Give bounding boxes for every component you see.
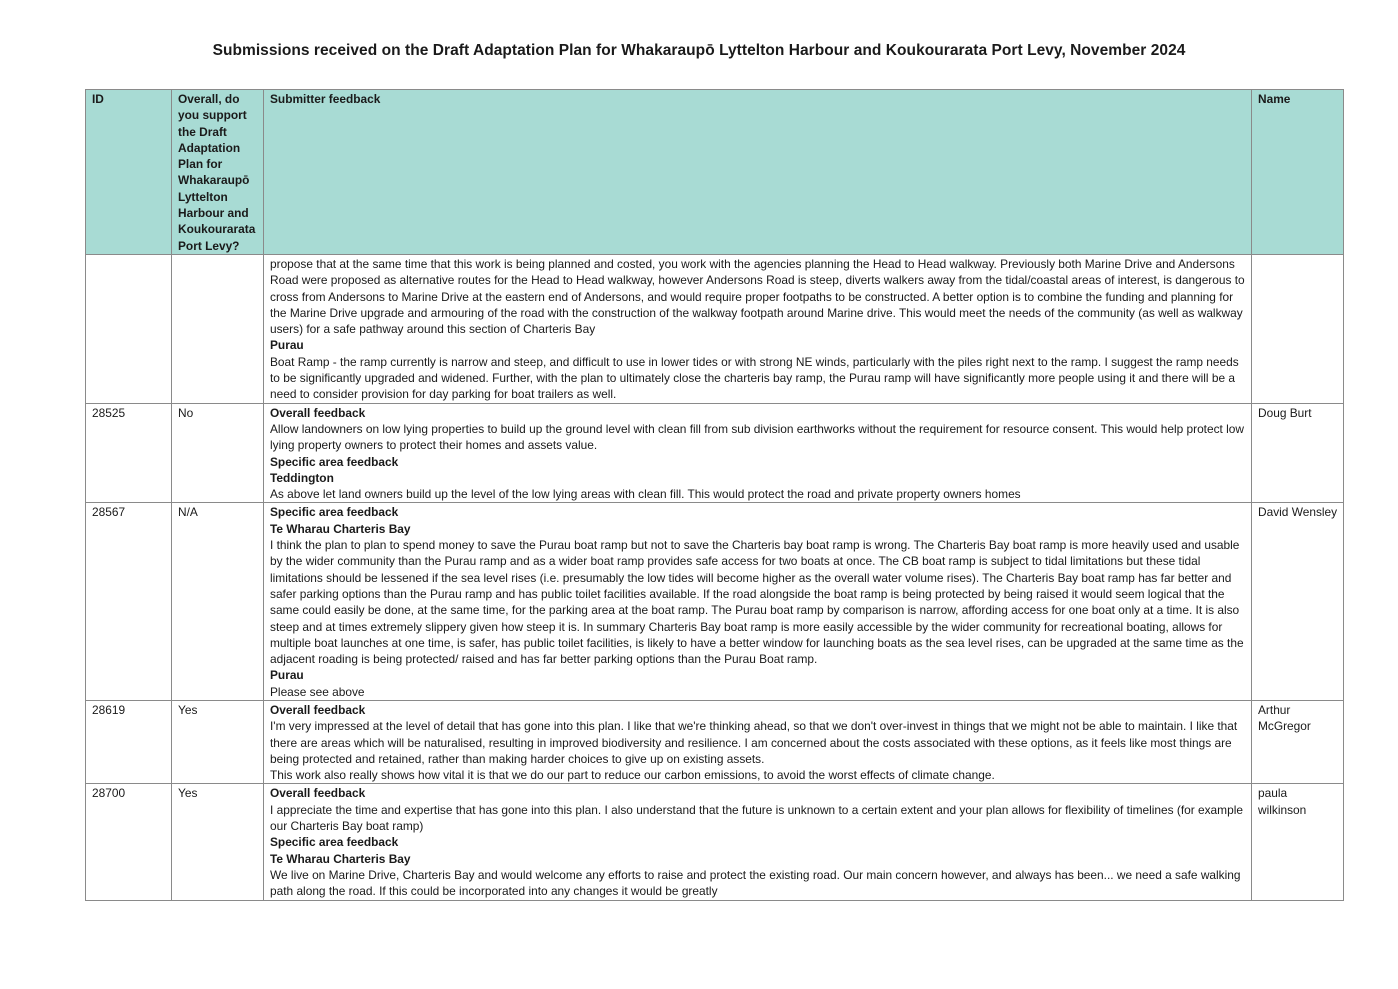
cell-name: paula wilkinson [1252,784,1344,900]
feedback-heading: Overall feedback [270,405,366,420]
cell-name: Doug Burt [1252,403,1344,503]
cell-feedback [264,503,1252,701]
cell-id: 28525 [86,403,172,503]
cell-name [1252,254,1344,403]
feedback-heading: Specific area feedback [270,454,399,469]
cell-support: No [172,403,264,503]
header-support: Overall, do you support the Draft Adaptation Plan for Whakaraupō Lyttelton Harbour and Koukourarata Port Levy? [172,90,264,255]
table-row [86,254,1344,403]
feedback-paragraph: This work also really shows how vital it is that we do our part to reduce our carbon emissions, to avoid the worst effects of climate change. [270,768,995,783]
cell-name: David Wensley [1252,503,1344,701]
feedback-heading: Te Wharau Charteris Bay [270,851,411,866]
cell-name: Arthur McGregor [1252,700,1344,783]
header-feedback: Submitter feedback [264,90,1252,255]
feedback-paragraph: We live on Marine Drive, Charteris Bay and would welcome any efforts to raise and protect the existing road. Our main concern however, and always has been... we need a safe walking path along the road. If this could be incorporated into any changes it would be greatly [270,867,1241,899]
cell-id: 28700 [86,784,172,900]
feedback-heading: Te Wharau Charteris Bay [270,521,411,536]
feedback-paragraph: Please see above [270,684,365,699]
feedback-paragraph: I appreciate the time and expertise that has gone into this plan. I also understand that the future is unknown to a certain extent and your plan allows for flexibility of timelines (for example our Charteris Bay boat ramp) [270,802,1243,834]
feedback-paragraph: As above let land owners build up the level of the low lying areas with clean fill. This would protect the road and private property owners homes [270,487,1021,502]
feedback-heading: Overall feedback [270,786,366,801]
cell-id: 28567 [86,503,172,701]
feedback-heading: Purau [270,338,304,353]
cell-feedback [264,403,1252,503]
cell-support: Yes [172,700,264,783]
cell-support: Yes [172,784,264,900]
feedback-heading: Specific area feedback [270,835,399,850]
feedback-heading: Overall feedback [270,702,366,717]
feedback-paragraph: Boat Ramp - the ramp currently is narrow and steep, and difficult to use in lower tides or with strong NE winds, particularly with the piles right next to the ramp. I suggest the ramp needs to be significantly upgraded and widened. Further, with the plan to ultimately close the charteris bay ramp, the Purau ramp will have significantly more people using it and there will be a need to consider provision for day parking for boat trailers as well. [270,354,1239,402]
feedback-paragraph: propose that at the same time that this work is being planned and costed, you work with the agencies planning the Head to Head walkway. Previously both Marine Drive and Andersons Road were proposed as alternative routes for the Head to Head walkway, however Andersons Road is steep, diverts walkers away from the tidal/coastal areas of interest, is dangerous to cross from Andersons to Marine Drive at the eastern end of Andersons, and would require proper footpaths to be constructed. A better option is to combine the funding and planning for the Marine Drive upgrade and armouring of the road with the construction of the walkway footpath around Marine drive. This would meet the needs of the community (as well as walkway users) for a safe pathway around this section of Charteris Bay [270,256,1245,337]
submissions-table [85,89,1344,901]
cell-feedback [264,784,1252,900]
cell-id [86,254,172,403]
table-row [86,700,1344,783]
table-row [86,784,1344,900]
feedback-paragraph: I think the plan to plan to spend money to save the Purau boat ramp but not to save the Charteris bay boat ramp is wrong. The Charteris Bay boat ramp is more heavily used and usable by the wider community than the Purau ramp and as a wider boat ramp provides safe access for two boats at once. The CB boat ramp is subject to tidal limitations but these tidal limitations should be lessened if the sea level rises (i.e. presumably the low tides will become higher as the overall water volume rises). The Charteris Bay boat ramp has far better and safer parking options than the Purau ramp and has public toilet facilities available. If the road alongside the boat ramp is being protected by being raised it would seem logical that the same could easily be done, at the same time, for the parking area at the boat ramp. The Purau boat ramp by comparison is narrow, affording access for one boat only at a time. It is also steep and at times extremely slippery given how steep it is. In summary Charteris Bay boat ramp is more easily accessible by the wider community for recreational boating, allows for multiple boat launches at one time, is safer, has public toilet facilities, is likely to have a better window for launching boats as the sea level rises, can be upgraded at the same time as the adjacent roading is being protected/ raised and has far better parking options than the Purau Boat ramp. [270,538,1244,667]
document-title: Submissions received on the Draft Adaptation Plan for Whakaraupō Lyttelton Harbour and Koukourarata Port Levy, November 2024 [212,42,1186,59]
feedback-paragraph: Allow landowners on low lying properties to build up the ground level with clean fill from sub division earthworks without the requirement for resource consent. This would help protect low lying property owners to protect their homes and assets value. [270,421,1244,453]
cell-id: 28619 [86,700,172,783]
cell-support [172,254,264,403]
header-name: Name [1252,90,1344,255]
feedback-heading: Purau [270,668,304,683]
cell-support: N/A [172,503,264,701]
feedback-paragraph: I'm very impressed at the level of detail that has gone into this plan. I like that we're thinking ahead, so that we don't over-invest in things that we might not be able to maintain. I like that there are areas which will be naturalised, resulting in improved biodiversity and resilience. I am concerned about the costs associated with these options, as it feels like most things are being protected and retained, rather than making harder choices to give up on existing assets. [270,719,1238,766]
table-header-row [86,90,1344,255]
cell-feedback [264,700,1252,783]
table-row [86,503,1344,701]
feedback-heading: Teddington [270,470,334,485]
cell-feedback [264,254,1252,403]
table-row [86,403,1344,503]
header-id: ID [86,90,172,255]
feedback-heading: Specific area feedback [270,505,399,520]
